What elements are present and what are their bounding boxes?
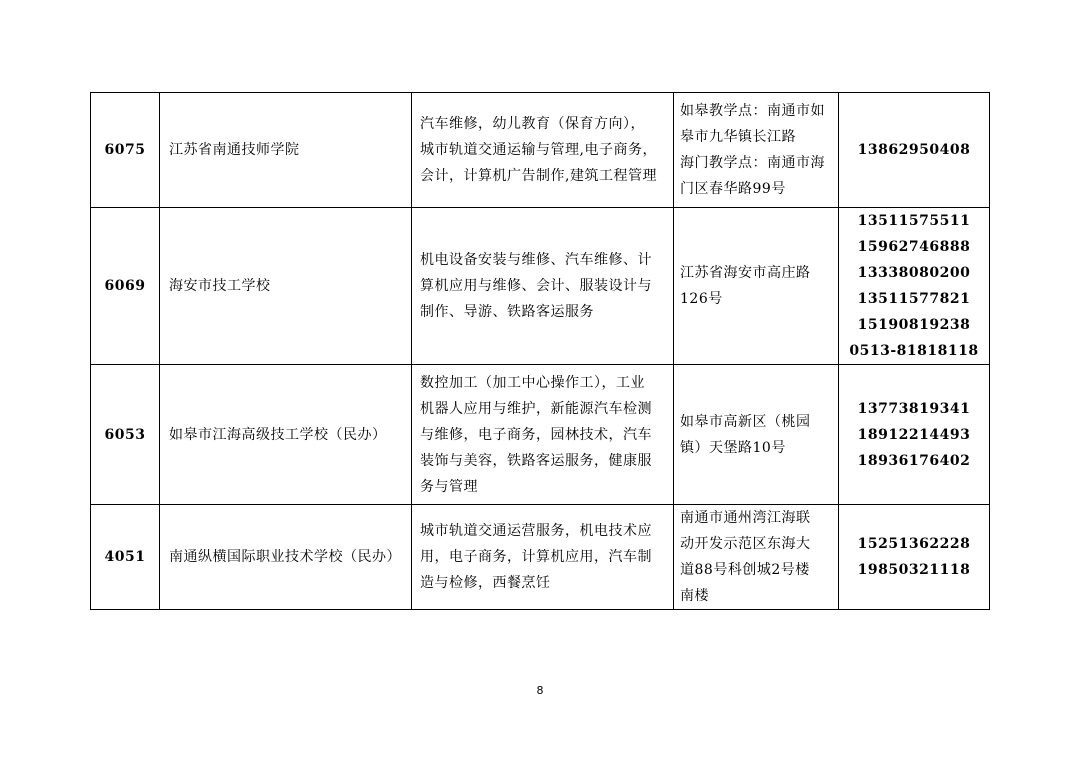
address-line: 镇）天堡路10号 [680,439,786,456]
phone-number: 0513-81818118 [849,343,979,359]
major-line: 装饰与美容，铁路客运服务，健康服 [420,452,652,469]
phone-number: 13338080200 [857,265,971,281]
table-row [91,208,990,365]
major-line: 务与管理 [420,478,478,495]
address-line: 如皋市高新区（桃园 [680,413,811,430]
phone-number: 13773819341 [857,400,971,417]
address-line: 道88号科创城2号楼 [680,562,810,578]
school-address [674,93,839,208]
school-address [674,505,839,610]
school-code: 6075 [91,93,160,208]
major-line: 用，电子商务，计算机应用，汽车制 [420,549,652,565]
school-majors [412,93,674,208]
school-code: 4051 [91,505,160,610]
address-line: 126号 [680,291,723,307]
major-line: 汽车维修，幼儿教育（保育方向）， [420,116,645,132]
major-line: 数控加工（加工中心操作工），工业 [420,374,645,391]
phone-number: 18912214493 [857,426,971,443]
address-line: 动开发示范区东海大 [680,536,811,552]
phone-number: 13511577821 [857,291,971,307]
school-phones [839,505,990,610]
school-phones [839,365,990,505]
major-line: 制作、导游、铁路客运服务 [420,304,594,320]
phone-number: 15962746888 [857,239,971,255]
phone-number: 18936176402 [857,452,971,469]
school-majors [412,208,674,365]
phone-number: 15190819238 [857,317,971,333]
phone-number: 13862950408 [857,142,971,158]
address-line: 海门教学点：南通市海 [680,155,825,171]
major-line: 机电设备安装与维修、汽车维修、计 [420,252,652,268]
school-majors [412,365,674,505]
school-code: 6069 [91,208,160,365]
major-line: 算机应用与维修、会计、服装设计与 [420,278,652,294]
school-name: 海安市技工学校 [160,208,412,365]
school-address [674,365,839,505]
school-phones [839,93,990,208]
school-name: 南通纵横国际职业技术学校（民办） [160,505,412,610]
major-line: 会计，计算机广告制作,建筑工程管理 [420,168,657,184]
major-line: 与维修，电子商务，园林技术，汽车 [420,426,652,443]
address-line: 门区春华路99号 [680,181,786,197]
school-address [674,208,839,365]
address-line: 如皋教学点：南通市如 [680,103,825,119]
table-row [91,365,990,505]
table-row [91,93,990,208]
major-line: 城市轨道交通运输与管理,电子商务， [420,142,657,158]
address-line: 江苏省海安市高庄路 [680,265,811,281]
table-row [91,505,990,610]
phone-number: 13511575511 [857,213,971,229]
page-number: 8 [536,684,544,697]
school-phones [839,208,990,365]
major-line: 造与检修，西餐烹饪 [420,575,551,591]
school-code: 6053 [91,365,160,505]
address-line: 南楼 [680,588,709,604]
major-line: 城市轨道交通运营服务，机电技术应 [420,523,652,539]
phone-number: 15251362228 [857,536,971,552]
schools-table [90,92,990,610]
school-name: 江苏省南通技师学院 [160,93,412,208]
address-line: 皋市九华镇长江路 [680,129,796,145]
major-line: 机器人应用与维护，新能源汽车检测 [420,400,652,417]
school-name: 如皋市江海高级技工学校（民办） [160,365,412,505]
school-majors [412,505,674,610]
phone-number: 19850321118 [857,562,971,578]
address-line: 南通市通州湾江海联 [680,510,811,526]
